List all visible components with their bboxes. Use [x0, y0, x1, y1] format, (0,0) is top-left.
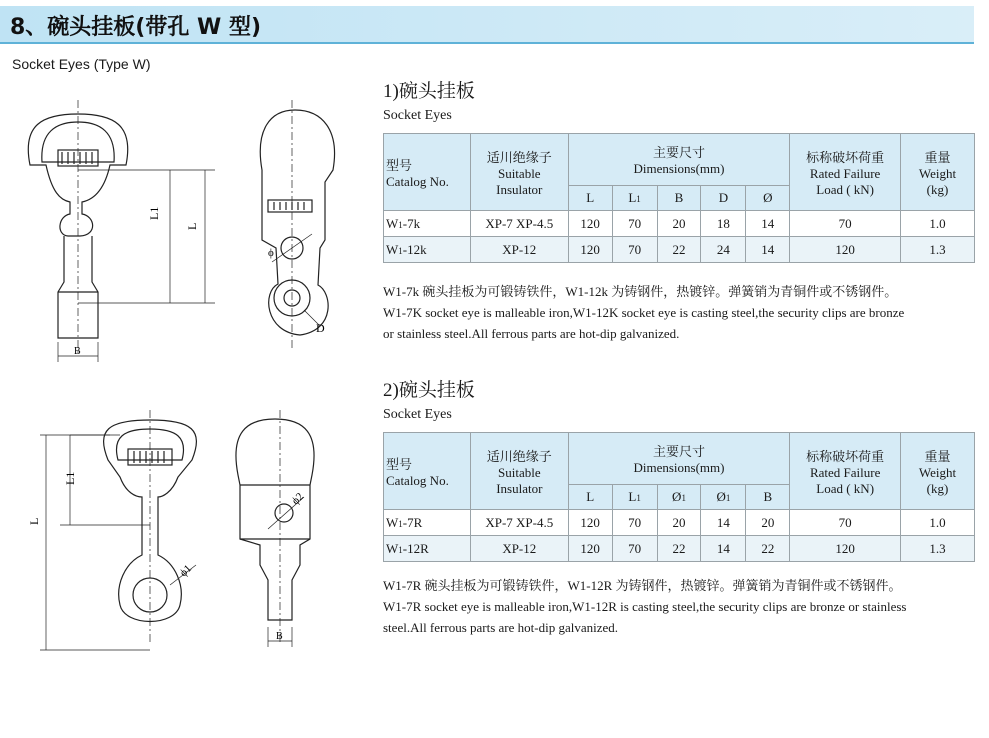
th-weight: 重量 Weight (kg) — [901, 433, 975, 510]
section1-notes: W1-7k 碗头挂板为可锻铸铁件，W1-12k 为铸钢件，热镀锌。弹簧销为青铜件或不锈钢件。 W1-7K socket eye is malleable iron,W1-12K socket eye is casting steel,the security clips are bronze or stainless steel.All ferrous parts are hot-dip galvanized. — [383, 284, 905, 341]
table-row: W1-7R XP-7 XP-4.5 120 70 20 14 20 70 1.0 — [384, 510, 975, 536]
th-catalog: 型号 Catalog No. — [384, 433, 471, 510]
dim-label-l1-2: L1 — [63, 471, 77, 485]
dim-label-phi1: ϕ1 — [177, 562, 195, 580]
th-catalog: 型号 Catalog No. — [384, 134, 471, 211]
th-weight: 重量 Weight (kg) — [901, 134, 975, 211]
section2-notes: W1-7R 碗头挂板为可锻铸铁件，W1-12R 为铸钢件，热镀锌。弹簧销为青铜件或不锈钢件。 W1-7R socket eye is malleable iron,W1-12R is casting steel,the security clips are bronze or stainless steel.All ferrous parts are hot-dip galvanized. — [383, 578, 907, 635]
dim-label-b-2: B — [276, 631, 283, 642]
dim-label-l1: L1 — [147, 206, 161, 220]
dim-label-l-2: L — [27, 517, 41, 525]
page-subtitle: Socket Eyes (Type W) — [12, 56, 151, 72]
page-title: 8、碗头挂板(带孔 W 型) — [10, 15, 262, 40]
th-insulator: 适川绝缘子 Suitable Insulator — [470, 134, 568, 211]
th-dim-1: L — [568, 485, 612, 510]
th-dim-5: Ø — [746, 186, 790, 211]
section1-subtitle: Socket Eyes — [383, 108, 452, 123]
section1-spec-table — [383, 133, 975, 263]
dim-label-l: L — [185, 222, 199, 230]
dim-label-d: D — [316, 321, 325, 335]
dim-label-b: B — [74, 346, 81, 357]
th-dim-4: Ø1 — [701, 485, 746, 510]
table-row: W1-12k XP-12 120 70 22 24 14 120 1.3 — [384, 237, 975, 263]
table-row: W1-12R XP-12 120 70 22 14 22 120 1.3 — [384, 536, 975, 562]
drawing-socket-eye-k — [0, 70, 380, 370]
section2-spec-table — [383, 432, 975, 562]
th-dimensions: 主要尺寸 Dimensions(mm) — [568, 433, 790, 485]
th-dim-3: B — [657, 186, 701, 211]
th-dim-2: L1 — [612, 485, 657, 510]
section1-title: 1)碗头挂板 — [383, 81, 475, 102]
th-insulator: 适川绝缘子 Suitable Insulator — [470, 433, 568, 510]
section-header-bar — [0, 6, 974, 44]
table-row: W1-7k XP-7 XP-4.5 120 70 20 18 14 70 1.0 — [384, 211, 975, 237]
section2-subtitle: Socket Eyes — [383, 407, 452, 422]
th-dim-2: L1 — [612, 186, 657, 211]
dim-label-phi2: ϕ2 — [289, 490, 307, 508]
drawing-socket-eye-r — [0, 405, 380, 675]
th-dim-4: D — [701, 186, 746, 211]
dim-label-phi: ϕ — [268, 247, 274, 259]
th-dimensions: 主要尺寸 Dimensions(mm) — [568, 134, 790, 186]
th-dim-3: Ø1 — [657, 485, 701, 510]
th-dim-1: L — [568, 186, 612, 211]
section2-title: 2)碗头挂板 — [383, 380, 475, 401]
th-dim-5: B — [746, 485, 790, 510]
th-load: 标称破坏荷重 Rated Failure Load ( kN) — [790, 134, 901, 211]
th-load: 标称破坏荷重 Rated Failure Load ( kN) — [790, 433, 901, 510]
